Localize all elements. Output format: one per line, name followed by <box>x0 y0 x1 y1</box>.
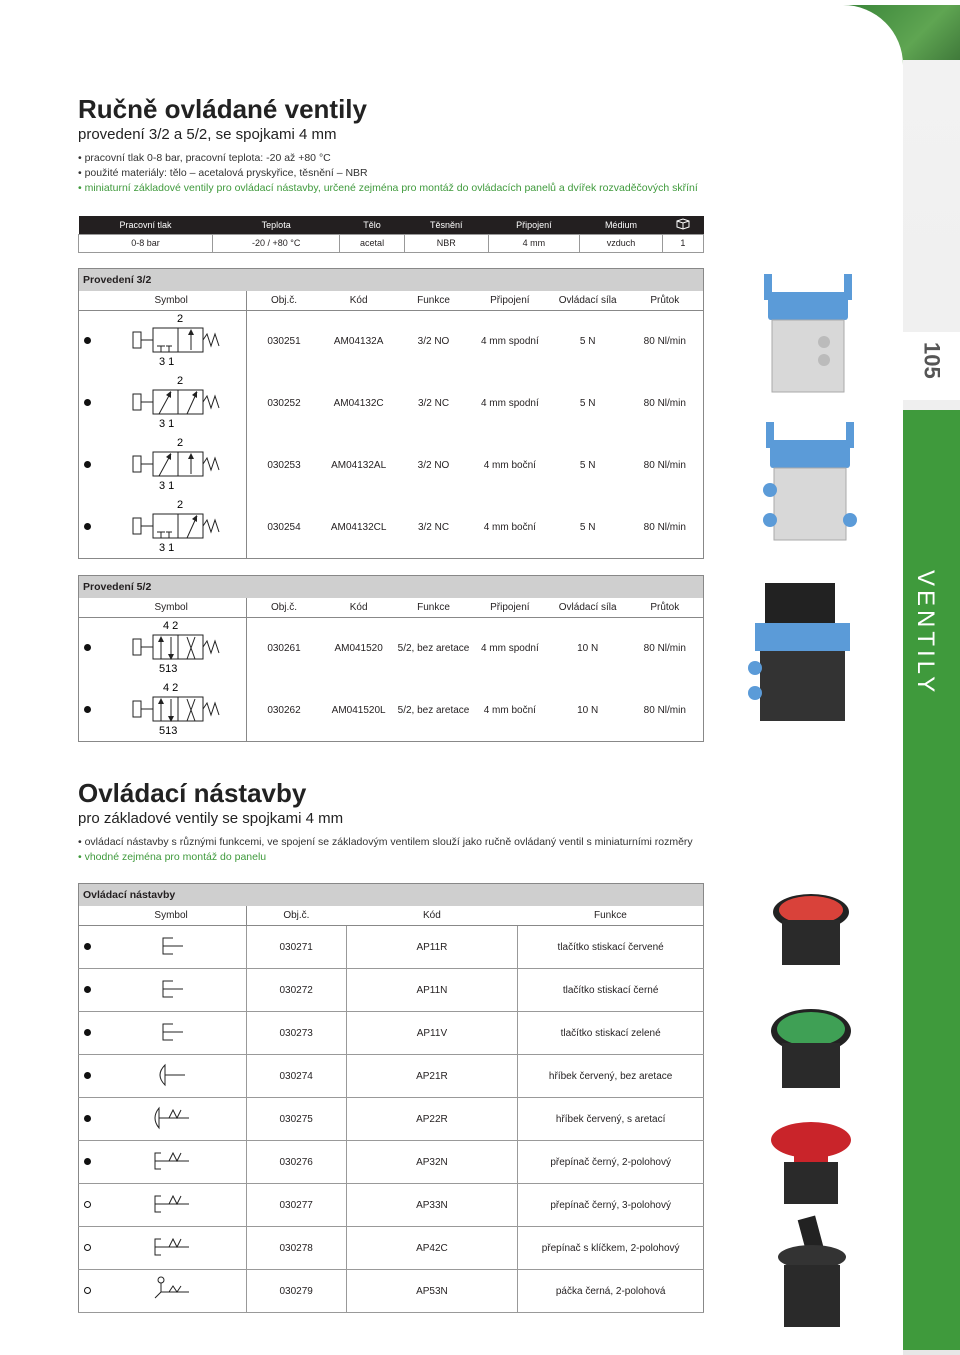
code: AP32N <box>346 1141 518 1184</box>
table-title: Provedení 5/2 <box>79 576 704 598</box>
obj-number: 030277 <box>246 1184 346 1227</box>
bullet-4: • ovládací nástavby s různými funkcemi, ve spojení se základovým ventilem slouží jako ručně ovládaný ventil s miniaturními rozměry <box>78 836 693 848</box>
table-title: Ovládací nástavby <box>79 884 704 906</box>
col-header: Ovládací síla <box>549 291 627 311</box>
code: AP11R <box>346 926 518 969</box>
code: AP53N <box>346 1270 518 1313</box>
col-header: Obj.č. <box>246 906 346 926</box>
obj-number: 030275 <box>246 1098 346 1141</box>
table-actuators <box>78 883 704 1313</box>
code: AP21R <box>346 1055 518 1098</box>
flow: 80 Nl/min <box>643 398 686 409</box>
function: tlačítko stiskací červené <box>518 926 704 969</box>
function: páčka černá, 2-polohová <box>518 1270 704 1313</box>
connection: 4 mm spodní <box>480 398 539 409</box>
table-row <box>79 1012 704 1055</box>
page-number: 105 <box>919 342 945 379</box>
valve-photo-blue-side <box>760 420 860 555</box>
box-icon <box>662 216 703 234</box>
param-header: Pracovní tlak <box>79 216 213 234</box>
ports-bottom: 3 1 <box>159 356 175 369</box>
param-header: Tělo <box>340 216 405 234</box>
col-header: Připojení <box>471 291 549 311</box>
function: 3/2 NO <box>417 336 450 348</box>
obj-number: 030273 <box>246 1012 346 1055</box>
ports-bottom: 3 1 <box>159 480 175 492</box>
obj-number: 030278 <box>246 1227 346 1270</box>
col-header: Funkce <box>518 906 704 926</box>
table-5-2 <box>78 575 704 742</box>
code: AP33N <box>346 1184 518 1227</box>
obj-number: 030251 <box>267 336 301 348</box>
function: 3/2 NC <box>417 398 450 409</box>
force: 10 N <box>577 704 599 716</box>
flow: 80 Nl/min <box>643 521 686 533</box>
col-header: Kód <box>321 598 396 618</box>
force: 5 N <box>579 460 596 471</box>
valve-symbol <box>96 373 246 435</box>
col-header: Kód <box>321 291 396 311</box>
table-row <box>79 311 704 373</box>
param-value: NBR <box>404 234 488 252</box>
param-value: 1 <box>662 234 703 252</box>
pushbutton-symbol <box>96 1012 246 1055</box>
in-stock-icon <box>84 1115 91 1122</box>
param-value: 0-8 bar <box>79 234 213 252</box>
function: přepínač černý, 3-polohový <box>518 1184 704 1227</box>
table-row <box>79 1184 704 1227</box>
code: AM041520 <box>334 643 383 655</box>
selector-switch-photo <box>772 1215 852 1335</box>
function: 5/2, bez aretace <box>397 643 470 655</box>
table-row <box>79 373 704 435</box>
connection: 4 mm spodní <box>480 336 539 348</box>
col-header: Funkce <box>396 598 471 618</box>
col-header: Symbol <box>96 906 246 926</box>
table-row <box>79 497 704 559</box>
port-top: 4 2 <box>163 681 179 694</box>
in-stock-icon <box>84 943 91 950</box>
port-top: 2 <box>177 375 184 387</box>
table-row <box>79 680 704 742</box>
param-header: Médium <box>580 216 663 234</box>
col-header: Obj.č. <box>246 598 321 618</box>
in-stock-icon <box>84 1029 91 1036</box>
ports-bottom: 3 1 <box>159 541 175 554</box>
table-3-2 <box>78 268 704 559</box>
code: AM04132A <box>333 336 384 348</box>
code: AP11V <box>346 1012 518 1055</box>
connection: 4 mm boční <box>483 521 536 533</box>
in-stock-icon <box>84 461 91 468</box>
function: 5/2, bez aretace <box>397 704 470 716</box>
param-value: -20 / +80 °C <box>213 234 340 252</box>
col-header: Obj.č. <box>246 291 321 311</box>
bullet-1: • pracovní tlak 0-8 bar, pracovní teplota: -20 až +80 °C <box>78 152 331 164</box>
col-header: Ovládací síla <box>549 598 627 618</box>
obj-number: 030271 <box>246 926 346 969</box>
code: AM041520L <box>331 704 386 716</box>
col-header: Symbol <box>96 598 246 618</box>
valve-symbol <box>96 311 246 373</box>
valve-photo-5-2 <box>745 578 860 728</box>
flow: 80 Nl/min <box>643 460 686 471</box>
valve-symbol <box>96 435 246 497</box>
in-stock-icon <box>84 1158 91 1165</box>
ports-bottom: 513 <box>159 663 178 676</box>
ports-bottom: 513 <box>159 724 178 737</box>
mushroom-latch-symbol <box>96 1098 246 1141</box>
function: 3/2 NO <box>417 460 450 471</box>
on-order-icon <box>84 1287 91 1294</box>
function: přepínač černý, 2-polohový <box>518 1141 704 1184</box>
in-stock-icon <box>84 399 91 406</box>
obj-number: 030274 <box>246 1055 346 1098</box>
pushbutton-symbol <box>96 926 246 969</box>
side-category-tab <box>903 410 960 1350</box>
table-row <box>79 1227 704 1270</box>
table-row <box>79 1055 704 1098</box>
col-header: Průtok <box>627 291 704 311</box>
selector-symbol <box>96 1141 246 1184</box>
force: 5 N <box>579 521 596 533</box>
force: 5 N <box>579 398 596 409</box>
in-stock-icon <box>84 1072 91 1079</box>
param-header: Teplota <box>213 216 340 234</box>
param-value: 4 mm <box>488 234 580 252</box>
port-top: 2 <box>177 313 184 326</box>
obj-number: 030272 <box>246 969 346 1012</box>
obj-number: 030276 <box>246 1141 346 1184</box>
function: 3/2 NC <box>417 521 450 533</box>
flow: 80 Nl/min <box>643 336 686 348</box>
in-stock-icon <box>84 337 91 344</box>
port-top: 2 <box>177 498 184 511</box>
section2-subtitle: pro základové ventily se spojkami 4 mm <box>78 810 344 827</box>
param-value: vzduch <box>580 234 663 252</box>
force: 5 N <box>579 336 596 348</box>
port-top: 2 <box>177 437 184 449</box>
connection: 4 mm spodní <box>480 643 539 655</box>
flow: 80 Nl/min <box>643 704 686 716</box>
on-order-icon <box>84 1244 91 1251</box>
valve-symbol <box>96 497 246 559</box>
section1-subtitle: provedení 3/2 a 5/2, se spojkami 4 mm <box>78 126 337 143</box>
button-red-photo <box>768 890 854 972</box>
button-green-photo <box>768 1005 854 1095</box>
code: AM04132AL <box>331 460 387 471</box>
function: hříbek červený, s aretací <box>518 1098 704 1141</box>
mushroom-red-photo <box>768 1118 854 1208</box>
in-stock-icon <box>84 644 91 651</box>
port-top: 4 2 <box>163 620 179 633</box>
valve-symbol <box>96 618 246 680</box>
in-stock-icon <box>84 986 91 993</box>
ports-bottom: 3 1 <box>159 418 175 430</box>
table-row <box>79 1098 704 1141</box>
param-value: acetal <box>340 234 405 252</box>
mushroom-symbol <box>96 1055 246 1098</box>
key-selector-symbol <box>96 1227 246 1270</box>
page-number-tab <box>903 332 960 400</box>
table-row <box>79 1141 704 1184</box>
code: AP22R <box>346 1098 518 1141</box>
bullet-5: • vhodné zejména pro montáž do panelu <box>78 851 267 863</box>
selector-symbol <box>96 1184 246 1227</box>
col-header: Funkce <box>396 291 471 311</box>
col-header: Symbol <box>96 291 246 311</box>
valve-symbol <box>96 680 246 742</box>
col-header: Průtok <box>627 598 704 618</box>
table-row <box>79 1270 704 1313</box>
obj-number: 030252 <box>267 398 301 409</box>
table-row <box>79 969 704 1012</box>
section2-title: Ovládací nástavby <box>78 778 307 808</box>
table-row <box>79 435 704 497</box>
obj-number: 030261 <box>267 643 301 655</box>
in-stock-icon <box>84 706 91 713</box>
bullet-3: • miniaturní základové ventily pro ovládací nástavby, určené zejména pro montáž do ovládacích panelů a dvířek rozvaděčových skříní <box>78 182 698 194</box>
bullet-2: • použité materiály: tělo – acetalová pryskyřice, těsnění – NBR <box>78 167 368 179</box>
valve-photo-blue <box>760 272 856 402</box>
code: AP11N <box>346 969 518 1012</box>
obj-number: 030262 <box>267 704 301 716</box>
table-row <box>79 618 704 680</box>
obj-number: 030279 <box>246 1270 346 1313</box>
section1-title: Ručně ovládané ventily <box>78 94 367 124</box>
connection: 4 mm boční <box>483 704 536 716</box>
pushbutton-symbol <box>96 969 246 1012</box>
table-row <box>79 926 704 969</box>
param-header: Připojení <box>488 216 580 234</box>
col-header: Kód <box>346 906 518 926</box>
on-order-icon <box>84 1201 91 1208</box>
function: tlačítko stiskací černé <box>518 969 704 1012</box>
code: AM04132C <box>333 398 384 409</box>
function: tlačítko stiskací zelené <box>518 1012 704 1055</box>
obj-number: 030253 <box>267 460 301 471</box>
col-header: Připojení <box>471 598 549 618</box>
in-stock-icon <box>84 523 91 530</box>
params-table <box>78 216 704 253</box>
obj-number: 030254 <box>267 521 301 533</box>
flow: 80 Nl/min <box>643 643 686 655</box>
code: AM04132CL <box>330 521 387 533</box>
table-title: Provedení 3/2 <box>79 269 704 291</box>
code: AP42C <box>346 1227 518 1270</box>
force: 10 N <box>577 643 599 655</box>
function: přepínač s klíčkem, 2-polohový <box>518 1227 704 1270</box>
connection: 4 mm boční <box>483 460 536 471</box>
param-header: Těsnění <box>404 216 488 234</box>
side-category-title: VENTILY <box>912 570 939 697</box>
function: hříbek červený, bez aretace <box>518 1055 704 1098</box>
lever-symbol <box>96 1270 246 1313</box>
